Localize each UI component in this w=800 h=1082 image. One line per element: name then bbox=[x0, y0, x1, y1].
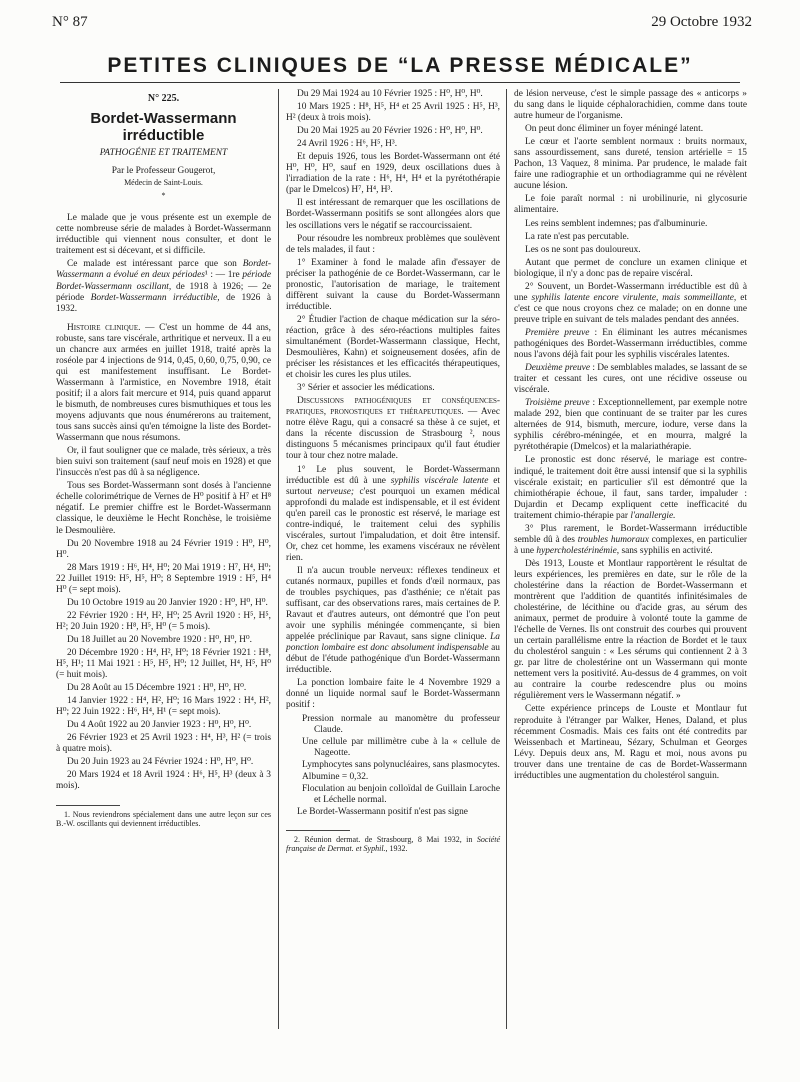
issue-date: 29 Octobre 1932 bbox=[651, 14, 752, 30]
serology-entry: 10 Mars 1925 : H⁸, H⁵, H⁴ et 25 Avril 1925 : H⁵, H³, H² (deux à trois mois). bbox=[286, 102, 500, 124]
paragraph: On peut donc éliminer un foyer méningé latent. bbox=[525, 124, 704, 135]
column-1 bbox=[56, 89, 271, 830]
footnote-rule bbox=[286, 830, 350, 831]
section-label: Histoire clinique. bbox=[67, 322, 141, 333]
article-title bbox=[56, 110, 271, 144]
paragraph: Ce malade est intéressant parce que son Bordet-Wassermann a évolué en deux périodes¹ : — 1re période Bordet-Wassermann oscillant, de 1918 à 1926; — 2e période Bordet-Wassermann irréductible, de 1926 à 1932. bbox=[56, 259, 272, 314]
serology-entry: Du 20 Mai 1925 au 20 Février 1926 : H⁰, H⁰, H⁰. bbox=[297, 126, 483, 137]
serology-entry: Du 20 Novembre 1918 au 24 Février 1919 : H⁰, H⁰, H⁰. bbox=[56, 538, 271, 560]
paragraph: Autant que permet de conclure un examen clinique et biologique, il n'y a donc pas de repaire viscéral. bbox=[514, 257, 747, 279]
footnote-rule bbox=[56, 805, 120, 806]
paragraph: 3° Sérier et associer les médications. bbox=[297, 383, 435, 394]
footnote: 2. Réunion dermat. de Strasbourg, 8 Mai 1932, in Société française de Dermat. et Syphil., 1932. bbox=[286, 834, 500, 854]
csf-finding: Floculation au benjoin colloïdal de Guillain Laroche et Léchelle normal. bbox=[302, 783, 500, 805]
author-affiliation: Médecin de Saint-Louis. bbox=[124, 178, 203, 188]
paragraph: Les os ne sont pas douloureux. bbox=[525, 244, 641, 255]
footnote: 1. Nous reviendrons spécialement dans une autre leçon sur ces B.-W. oscillants qui deviennent irréductibles. bbox=[56, 809, 271, 828]
paragraph: Troisième preuve : Exceptionnellement, par exemple notre malade 292, bien que continuant de se traiter par les cures alternées de 914, bismuth, mercure, iodure, verse dans la syphilis cérébro-méningée, et en mourra, malgré la pyrétothérapie (Dmelcos) et la malariathérapie. bbox=[514, 398, 747, 453]
serology-entry: Du 18 Juillet au 20 Novembre 1920 : H⁰, H⁰, H⁰. bbox=[67, 634, 252, 645]
serology-entry: Du 10 Octobre 1919 au 20 Janvier 1920 : H⁰, H⁰, H⁰. bbox=[67, 597, 268, 608]
masthead-rule bbox=[60, 82, 740, 83]
masthead: PETITES CLINIQUES DE “LA PRESSE MÉDICALE” bbox=[107, 54, 693, 77]
paragraph: Or, il faut souligner que ce malade, très sérieux, a très bien suivi son traitement (sauf neuf mois en 1928) et que l'insuccès n'est pas dû à sa négligence. bbox=[56, 446, 271, 479]
paragraph: Dès 1913, Louste et Montlaur rapportèrent le résultat de leurs expériences, les premières en date, sur le rôle de la cholestérine dans la réaction de Bordet-Wassermann et montrèrent que l'addition de quantités infinitésimales de cholestérine, de lécithine ou d'acide gras, au sérum des animaux, permet de produire à volonté toute la gamme de l'échelle de Vernes. Ils ont construit des courbes qui prouvent un certain parallélisme entre la réaction de Bordet et le taux du cholestérol sanguin : « Les sérums qui contiennent 2 à 3 gr. par litre de cholestérine ont un Wassermann qui monte nettement vers la positivité. Au-dessus de 4 grammes, on voit au contraire la courbe redescendre plus ou moins régulièrement vers le Wassermann négatif. » bbox=[514, 558, 747, 702]
column-divider-1 bbox=[278, 89, 279, 1029]
paragraph: Première preuve : En éliminant les autres mécanismes pathogéniques des Bordet-Wassermann irréductibles, comme nous l'avons déjà fait pour les syphilis viscérales latentes. bbox=[514, 327, 748, 361]
paragraph: 1° Examiner à fond le malade afin d'essayer de préciser la pathogénie de ce Bordet-Wassermann, car le pronostic, l'autorisation de mariage, le traitement diffèrent suivant la cause du Bordet-Wassermann irréductible. bbox=[286, 257, 500, 312]
paragraph: La ponction lombaire faite le 4 Novembre 1929 a donné un liquide normal sauf le Bordet-Wassermann positif : bbox=[286, 678, 500, 711]
paragraph: 2° Étudier l'action de chaque médication sur la séro-réaction, grâce à des séro-réactions multiples faites simultanément (Bordet-Wassermann classique, Hecht, Desmoulières, Kahn) et soigneusement dosées, afin de préciser les résistances et les efficacités thérapeutiques, et choisir les cures les plus utiles. bbox=[286, 314, 500, 381]
serology-entry: Du 28 Août au 15 Décembre 1921 : H⁰, H⁰, H⁰. bbox=[67, 683, 247, 694]
column-divider-2 bbox=[506, 89, 507, 1029]
article-subtitle: PATHOGÉNIE ET TRAITEMENT bbox=[99, 148, 228, 159]
serology-entry: Du 29 Mai 1924 au 10 Février 1925 : H⁰, H⁰, H⁰. bbox=[297, 89, 483, 99]
article-number: N° 225. bbox=[147, 93, 180, 104]
paragraph: Il est intéressant de remarquer que les oscillations de Bordet-Wassermann positifs se sont allongées alors que les oscillations vers le négatif se raccourcissaient. bbox=[286, 198, 500, 231]
serology-entry: 24 Avril 1926 : H⁶, H⁵, H³. bbox=[297, 139, 398, 150]
serology-entry: 26 Février 1923 et 25 Avril 1923 : H⁴, H³, H² (= trois à quatre mois). bbox=[56, 733, 271, 755]
paragraph: Deuxième preuve : De semblables malades, se lassant de se traiter et cessant les cures, ont une récidive osseuse ou viscérale. bbox=[514, 363, 747, 396]
paragraph: Il n'a aucun trouble nerveux: réflexes tendineux et cutanés normaux, pupilles et fonds d'œil normaux, pas de troubles psychiques, pas d'asthénie; ce n'était pas suffisant, car des observations rares, mais certaines de P. Ravaut et d'autres auteurs, ont démontré que l'on peut avoir une syphilis méningée commençante, si bien appelée préclinique par Ravaut, sans signe clinique. La ponction lombaire est donc absolument indispensable au début de l'étude pathogénique d'un Bordet-Wassermann irréductible. bbox=[286, 565, 500, 676]
serology-entry: 14 Janvier 1922 : H⁴, H², H⁰; 16 Mars 1922 : H⁴, H², H⁰; 22 Juin 1922 : H⁶, H⁴, H¹ (= sept mois). bbox=[56, 696, 271, 718]
paragraph: Tous ses Bordet-Wassermann sont dosés à l'ancienne échelle colorimétrique de Vernes de H⁰ positif à H⁷ et H⁸ négatif. Le premier chiffre est le Bordet-Wassermann classique, le deuxième le Hecht Ronchèse, le troisième le Desmoulière. bbox=[56, 481, 271, 536]
paragraph: 2° Souvent, un Bordet-Wassermann irréductible est dû à une syphilis latente encore virulente, mais sommeillante, et c'est ce que nous croyons chez ce malade; on en donne une preuve triple en suivant de tels malades pendant des années. bbox=[514, 281, 747, 325]
paragraph: Les reins semblent indemnes; pas d'albuminurie. bbox=[525, 218, 708, 229]
csf-finding: Albumine = 0,32. bbox=[302, 771, 369, 782]
serology-entry: 20 Mars 1924 et 18 Avril 1924 : H⁶, H⁵, H³ (deux à 3 mois). bbox=[56, 770, 271, 792]
paragraph: Cette expérience princeps de Louste et Montlaur fut reproduite à l'étranger par Walker, Henes, Daland, et plus récemment Cosmadis. Mais ces faits ont été contredits par Weissenbach et Martineau, Sézary, Schulman et Georges Lévy. Depuis deux ans, M. Ragu et moi, nous avons pu trouver dans une trentaine de cas de Bordet-Wassermann irréductibles une augmentation du cholestérol sanguin. bbox=[514, 704, 747, 781]
serology-entry: Du 20 Juin 1923 au 24 Février 1924 : H⁰, H⁰, H⁰. bbox=[67, 757, 254, 768]
csf-finding: Une cellule par millimètre cube à la « cellule de Nageotte. bbox=[302, 736, 500, 758]
article-author: Par le Professeur Gougerot, bbox=[111, 166, 216, 177]
paragraph-histoire: Histoire clinique. — C'est un homme de 44 ans, robuste, sans tare viscérale, arthritique et nerveux. Il a eu un chancre aux armées en juillet 1918, traité après la roséole par 4 injections de 914, 0,45, 0,60, 0,75, 0,90, ce qui est manifestement insuffisant. Le Bordet-Wassermann à l'armistice, en Novembre 1918, était positif; il a alors fait mercure et 914, puis quand apparut le bismuth, de nombreuses cures bismuthiques et tous les moyens adjuvants que nous énumérerons au traitement, tous sans succès ainsi qu'en témoigne la liste des Bordet-Wassermann que nous résumons. bbox=[56, 322, 271, 444]
column-2 bbox=[286, 89, 500, 856]
paragraph-discussion: Discussions pathogéniques et conséquences-pratiques, pronostiques et thérapeutiques. — Avec notre élève Ragu, qui a consacré sa thèse à ce sujet, et dans la récente discussion de Strasbourg ², nous distinguons 5 mécanismes principaux qu'il faut étudier tour à tour chez notre malade. bbox=[286, 396, 500, 462]
issue-number: N° 87 bbox=[52, 14, 88, 30]
paragraph: de lésion nerveuse, c'est le simple passage des « anticorps » du sang dans le liquide céphalorachidien, comme dans toute autre humeur de l'organisme. bbox=[514, 89, 747, 122]
page-header bbox=[52, 14, 752, 36]
csf-finding: Pression normale au manomètre du professeur Claude. bbox=[302, 713, 500, 735]
title-line-2: irréductible bbox=[122, 127, 205, 145]
paragraph: Le foie paraît normal : ni urobilinurie, ni glycosurie alimentaire. bbox=[514, 194, 747, 216]
paragraph: La rate n'est pas percutable. bbox=[525, 231, 629, 242]
paragraph: Le Bordet-Wassermann positif n'est pas signe bbox=[297, 806, 468, 817]
paragraph: Le cœur et l'aorte semblent normaux : bruits normaux, sans assourdissement, sans dureté, tension artérielle = 15 Pachon, 13 Vaquez, 8 minima. Par prudence, le malade fait faire une radiographie et un orthodiagramme qui ne révèlent aucune lésion. bbox=[514, 137, 747, 192]
paragraph: 3° Plus rarement, le Bordet-Wassermann irréductible semble dû à des troubles humoraux complexes, en particulier à une hypercholestérinémie, sans syphilis en activité. bbox=[514, 523, 747, 556]
serology-entry: Du 4 Août 1922 au 20 Janvier 1923 : H⁰, H⁰, H⁰. bbox=[67, 720, 252, 731]
paragraph: Pour résoudre les nombreux problèmes que soulèvent de tels malades, il faut : bbox=[286, 233, 500, 255]
paragraph: 1° Le plus souvent, le Bordet-Wassermann irréductible est dû à une syphilis viscérale latente et surtout nerveuse; c'est pourquoi un examen médical approfondi du malade est indispensable, et il est évident qu'en pareil cas le pronostic est réservé, le mariage est contre-indiqué, le traitement celui des syphilis viscérales, surtout l'impaludation, et doit être intensif. Or, chez cet homme, les examens viscéraux ne révèlent rien. bbox=[286, 464, 500, 563]
paragraph: Le malade que je vous présente est un exemple de cette nombreuse série de malades à Bordet-Wassermann irréductible qui viennent nous consulter, et dont le traitement est si décevant, et si difficile. bbox=[56, 213, 271, 257]
csf-finding: Lymphocytes sans polynucléaires, sans plasmocytes. bbox=[302, 759, 500, 770]
title-line-1: Bordet-Wassermann bbox=[90, 110, 237, 128]
separator-star: * bbox=[161, 191, 166, 201]
section-label: Discussions pathogéniques et conséquences-pratiques, pronostiques et thérapeutiques. bbox=[286, 396, 500, 418]
serology-entry: 22 Février 1920 : H⁴, H², H⁰; 25 Avril 1920 : H⁵, H⁵, H²; 20 Juin 1920 : H⁸, H⁵, H⁰ (= 5 mois). bbox=[56, 610, 271, 632]
column-3 bbox=[514, 89, 747, 784]
serology-entry: 28 Mars 1919 : H⁶, H⁴, H⁰; 20 Mai 1919 : H⁷, H⁴, H⁰; 22 Juillet 1919: H⁵, H⁵, H⁰; 8 Septembre 1919 : H⁵, H⁴ H⁰ (= sept mois). bbox=[56, 562, 271, 595]
paragraph: Et depuis 1926, tous les Bordet-Wassermann ont été H⁰, H⁰, H⁰, sauf en 1929, deux oscillations dues à l'irradiation de la rate : H⁶, H⁴, H⁴ et la pyrétothérapie (par le Dmelcos) H⁷, H⁴, H³. bbox=[286, 152, 500, 196]
paragraph: Le pronostic est donc réservé, le mariage est contre-indiqué, le traitement doit être aussi intensif que si la syphilis viscérale existait; en particulier s'il est démontré que la chimiothérapie échoue, il faut, sans tarder, impaluder : Dujardin et Decamp expliquent cette inefficacité du traitement chimio-thérapie par l'anallergie. bbox=[514, 455, 747, 521]
serology-entry: 20 Décembre 1920 : H⁴, H², H⁰; 18 Février 1921 : H⁸, H⁵, H¹; 11 Mai 1921 : H⁵, H⁵, H⁰; 12 Juillet, H⁴, H⁵, H⁰ (= huit mois). bbox=[56, 647, 271, 681]
